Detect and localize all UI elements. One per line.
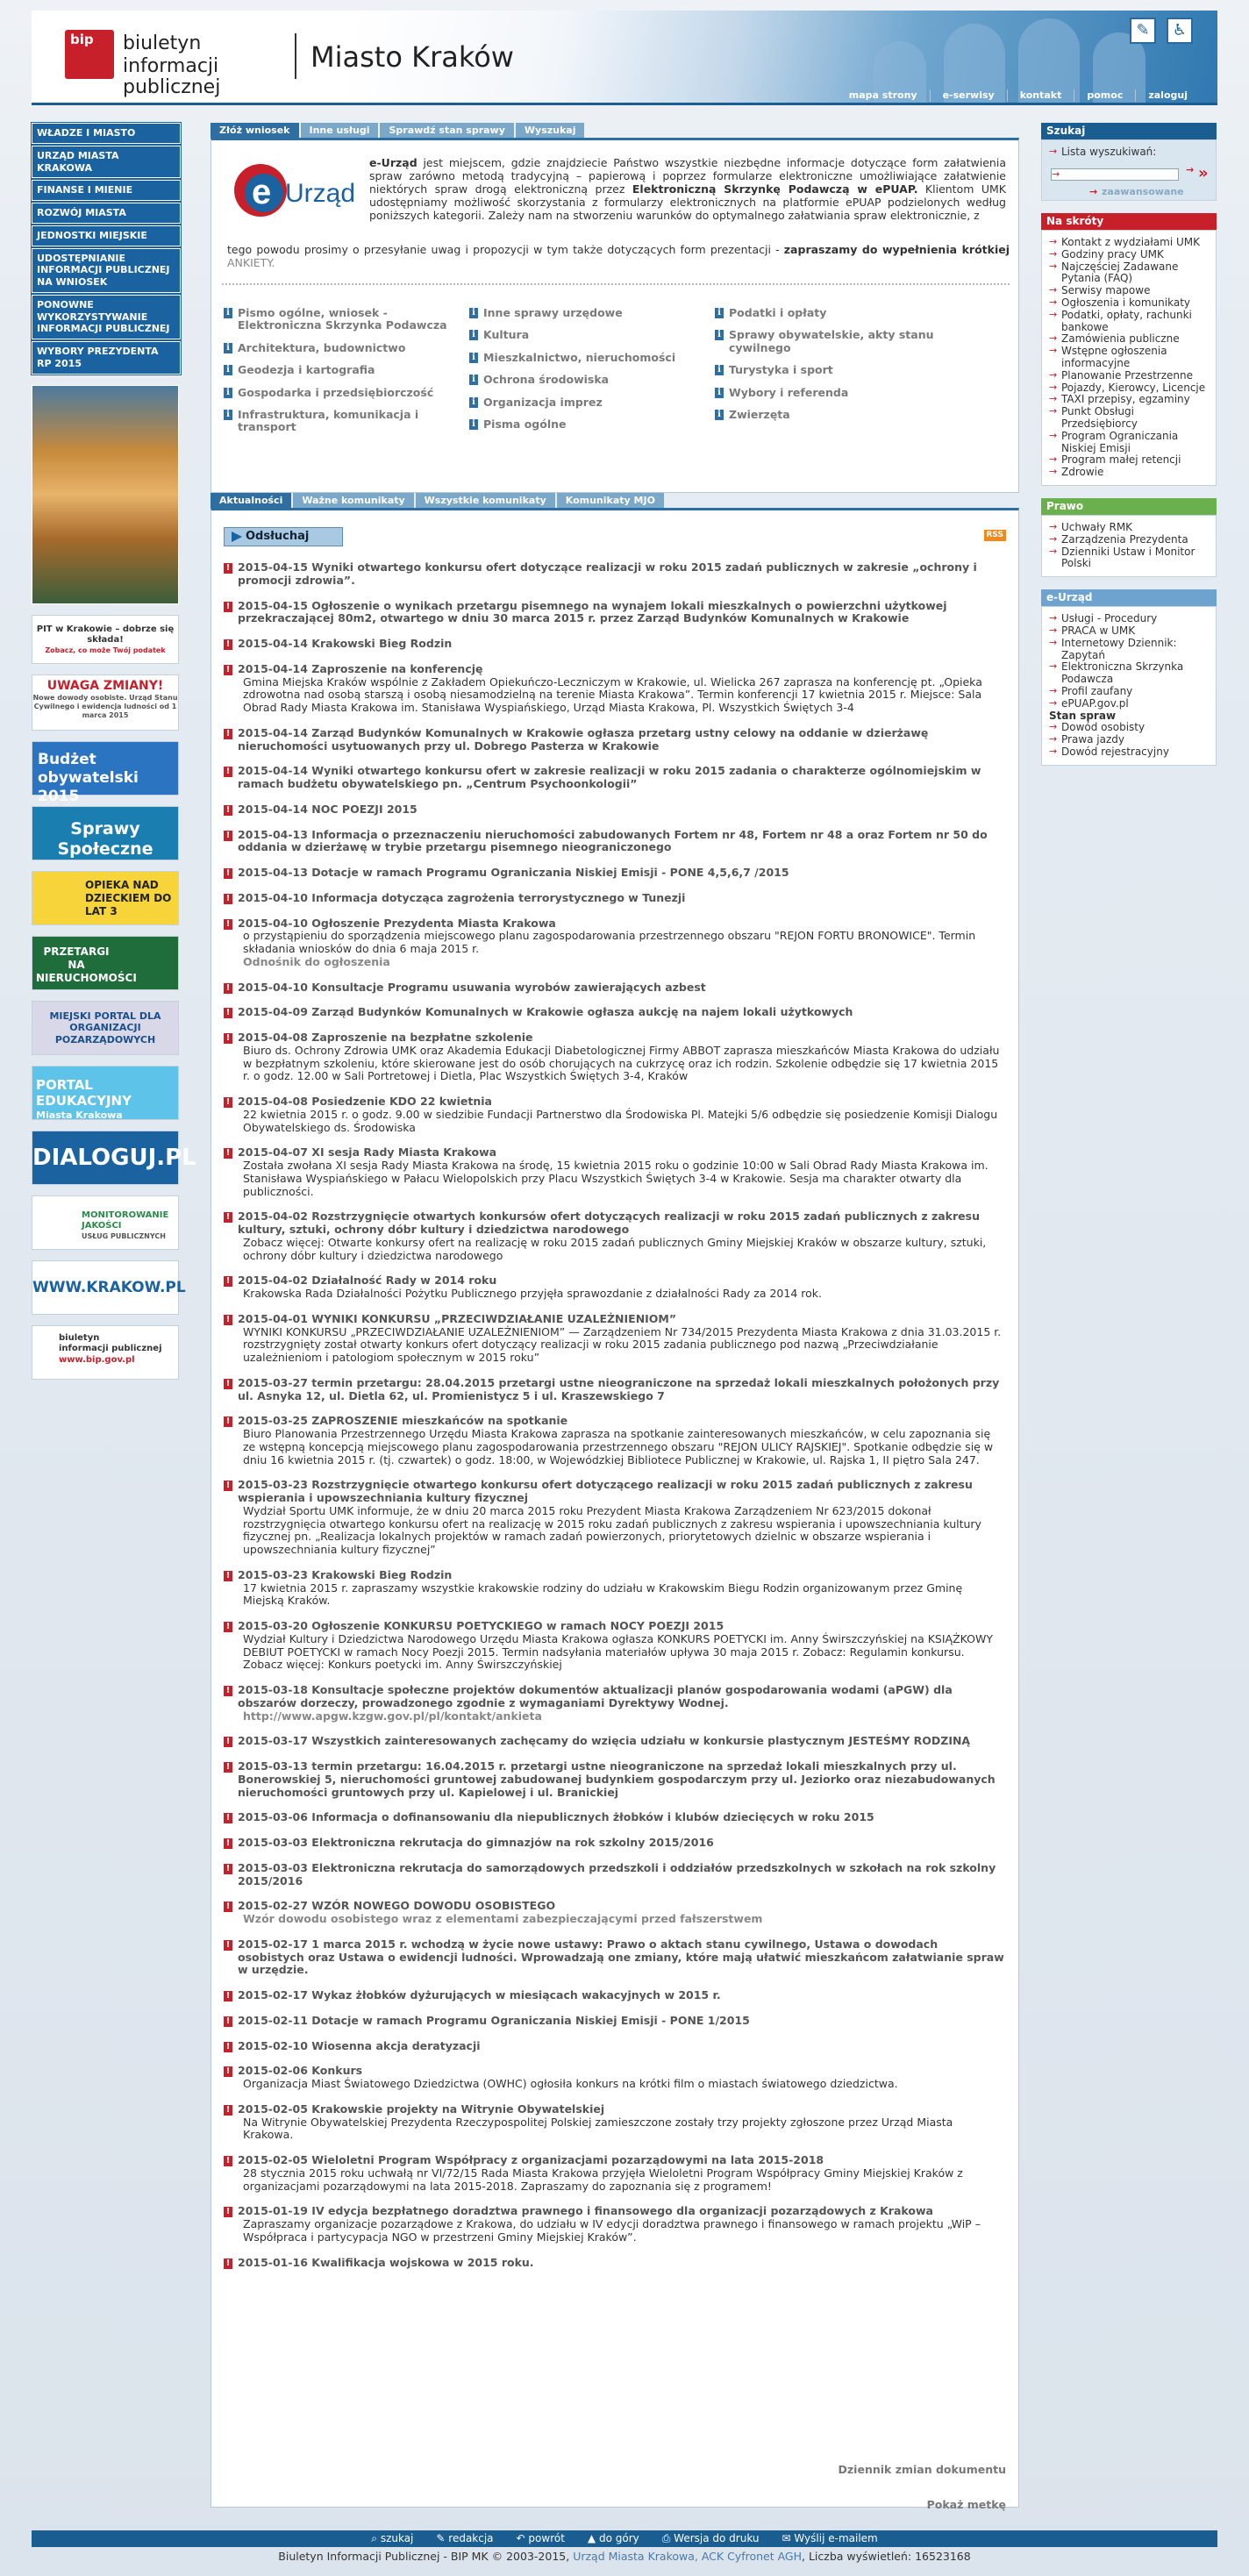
side-link[interactable]: → Podatki, opłaty, rachunki bankowe	[1049, 310, 1209, 334]
news-item[interactable]	[224, 1210, 1004, 1262]
footer-bar	[32, 2530, 1217, 2547]
news-headline[interactable]: ! 2015-04-14 NOC POEZJI 2015	[238, 802, 418, 816]
news-tabs	[211, 493, 1019, 508]
search-box	[1041, 123, 1217, 201]
nav-kontakt[interactable]: kontakt	[1007, 89, 1074, 102]
tab-wyszukaj[interactable]: Wyszukaj	[516, 123, 585, 138]
change-log-link[interactable]: Dziennik zmian dokumentu	[838, 2463, 1006, 2476]
tab-sprawdz-stan[interactable]: Sprawdź stan sprawy	[380, 123, 513, 138]
side-link[interactable]: → Pojazdy, Kierowcy, Licencje	[1049, 382, 1209, 395]
news-item[interactable]	[224, 1862, 1004, 1888]
category-link[interactable]: i Pismo ogólne, wniosek - Elektroniczna Skrzynka Podawcza	[224, 307, 469, 332]
side-link[interactable]: → Ogłoszenia i komunikaty	[1049, 297, 1209, 310]
side-link[interactable]: → Zdrowie	[1049, 467, 1209, 479]
shortcuts-list	[1041, 230, 1217, 486]
side-link[interactable]: → Dowód rejestracyjny	[1049, 746, 1209, 759]
monitorowanie-banner[interactable]: MONITOROWANIE JAKOŚCI USŁUG PUBLICZNYCH	[32, 1195, 179, 1250]
news-body: Krakowska Rada Działalności Pożytku Publicznego przyjęła sprawozdanie z działalności Rady za 2014 rok.	[243, 1287, 822, 1300]
side-link[interactable]: → Usługi - Procedury	[1049, 613, 1209, 625]
dialoguj-banner[interactable]: DIALOGUJ.PL	[32, 1131, 179, 1185]
news-body: Wydział Kultury i Dziedzictwa Narodowego Urzędu Miasta Krakowa ogłasza KONKURS POETYCKI im. Anny Świrszczyńskiej na KSIĄŻKOWY DEBIUT POETYCKI w ramach Nocy Poezji 2015. Termin nadsyłania materiałów upływa 30 maja 2015 r. Zobacz: Regulamin konkursu. Zobacz więcej: Konkurs poetycki im. Anny Świrszczyńskiej	[243, 1631, 994, 1672]
side-link[interactable]: → Wstępne ogłoszenia informacyjne	[1049, 346, 1209, 370]
category-link[interactable]: i Inne sprawy urzędowe	[469, 307, 715, 319]
left-nav-item[interactable]: JEDNOSTKI MIEJSKIE	[32, 225, 181, 246]
header	[32, 11, 1217, 105]
news-body: Organizacja Miast Światowego Dziedzictwa (OWHC) ogłosiła konkurs na krótki film o miastach światowego dziedzictwa.	[243, 2077, 898, 2090]
news-headline[interactable]: ! 2015-03-27 termin przetargu: 28.04.2015 przetargi ustne nieograniczone na sprzedaż lokali mieszkalnych położonych przy ul. Asnyka 12, ul. Dietla 62, ul. Promienistycz 5 i ul. Kraszewskiego 7	[238, 1375, 1000, 1402]
news-item[interactable]	[224, 1620, 1004, 1672]
rss-icon[interactable]: RSS	[984, 530, 1007, 541]
news-item[interactable]	[224, 892, 1004, 905]
tab-aktualnosci[interactable]: Aktualności	[211, 493, 291, 508]
show-metadata-link[interactable]: Pokaż metkę	[926, 2498, 1006, 2511]
news-headline[interactable]: ! 2015-04-08 Posiedzenie KDO 22 kwietnia	[238, 1095, 492, 1108]
e-urzad-title: e-Urząd	[1041, 589, 1217, 606]
news-headline[interactable]: ! 2015-03-17 Wszystkich zainteresowanych zachęcamy do wzięcia udziału w konkursie plastycznym JESTEŚMY RODZINĄ	[238, 1734, 971, 1748]
news-item[interactable]	[224, 1479, 1004, 1557]
side-link[interactable]: → Najczęściej Zadawane Pytania (FAQ)	[1049, 261, 1209, 286]
news-headline[interactable]: ! 2015-04-02 Działalność Rady w 2014 roku	[238, 1274, 497, 1288]
news-item[interactable]	[224, 1900, 1004, 1926]
accessibility-icon[interactable]: ♿	[1167, 18, 1193, 44]
news-panel	[211, 493, 1019, 2511]
category-link[interactable]: i Mieszkalnictwo, nieruchomości	[469, 352, 715, 364]
bip-badge: bip	[65, 30, 114, 79]
news-item[interactable]	[224, 727, 1004, 753]
news-headline[interactable]: ! 2015-03-13 termin przetargu: 16.04.2015 r. przetargi ustne nieograniczone na sprzedaż lokali mieszkalnych przy ul. Bonerowskiej 5, nieruchomości gruntowej zabudowanej budynkiem gospodarczym przy ul. Jeziorko oraz niezabudowanych nieruchomości gruntowych przy ul. Kapielowej i ul. Branickiej	[238, 1759, 996, 1799]
advanced-search-link[interactable]: → zaawansowane	[1089, 187, 1184, 198]
e-urzad-box	[211, 138, 1019, 493]
news-headline[interactable]: ! 2015-02-11 Dotacje w ramach Programu Ograniczania Niskiej Emisji - PONE 1/2015	[238, 2013, 750, 2027]
news-body: Biuro Planowania Przestrzennego Urzędu Miasta Krakowa zaprasza na spotkanie zainteresowanych mieszkańców, w celu zapoznania się ze wstępną koncepcją miejscowego planu zagospodarowania przestrzennego obszaru "REJON ULICY RAJSKIEJ". Spotkanie odbędzie się w dniu 16 kwietnia 2015 r. (tj. czwartek) o godz. 18:00, w Wojewódzkiej Bibliotece Publicznej w Krakowie, ul. Rajska 1, II piętro Sala 247.	[243, 1427, 994, 1466]
news-headline[interactable]: ! 2015-03-25 ZAPROSZENIE mieszkańców na spotkanie	[238, 1414, 568, 1428]
category-link[interactable]: i Sprawy obywatelskie, akty stanu cywilnego	[715, 329, 978, 354]
footer-back-link[interactable]: ↶ powrót	[516, 2532, 565, 2544]
category-link[interactable]: i Zwierzęta	[715, 409, 978, 421]
footer-search-link[interactable]: ⌕ szukaj	[371, 2532, 414, 2544]
news-item[interactable]	[224, 638, 1004, 651]
search-label: → Lista wyszukiwań:	[1049, 146, 1209, 159]
news-headline[interactable]: ! 2015-02-06 Konkurs	[238, 2064, 363, 2078]
copyright: Biuletyn Informacji Publicznej - BIP MK © 2003-2015, Urząd Miasta Krakowa, ACK Cyfronet AGH, Liczba wyświetleń: 16523168	[278, 2550, 971, 2563]
news-headline[interactable]: ! 2015-03-18 Konsultacje społeczne projektów dokumentów aktualizacji planów gospodarowania wodami (aPGW) dla obszarów dorzeczy, prowadzonego zgodnie z wymaganiami Dyrektywy Wodnej.	[238, 1683, 953, 1709]
category-grid	[224, 307, 1013, 444]
search-go-icon[interactable]: → »	[1186, 165, 1209, 183]
news-item[interactable]	[224, 2205, 1004, 2244]
news-item[interactable]	[224, 1274, 1004, 1301]
nav-e-serwisy[interactable]: e-serwisy	[930, 89, 1007, 102]
news-headline[interactable]: ! 2015-04-15 Ogłoszenie o wynikach przetargu pisemnego na wynajem lokali mieszkalnych o powierzchni użytkowej przekraczającej 80m2, otwartego w dniu 30 marca 2015 r. przez Zarząd Budynków Komunalnych w Krakowie	[238, 598, 947, 625]
news-headline[interactable]: ! 2015-03-03 Elektroniczna rekrutacja do gimnazjów na rok szkolny 2015/2016	[238, 1836, 714, 1849]
news-item[interactable]	[224, 917, 1004, 969]
news-headline[interactable]: ! 2015-04-10 Informacja dotycząca zagrożenia terrorystycznego w Tunezji	[238, 890, 686, 904]
news-item[interactable]	[224, 1938, 1004, 1977]
news-item[interactable]	[224, 765, 1004, 791]
left-nav-item[interactable]: WYBORY PREZYDENTA RP 2015	[32, 341, 181, 375]
svg-text:e: e	[252, 173, 272, 211]
nav-zaloguj[interactable]: zaloguj	[1135, 89, 1200, 102]
news-item[interactable]	[224, 1095, 1004, 1134]
news-item[interactable]	[224, 803, 1004, 817]
side-link[interactable]: → Program małej retencji	[1049, 454, 1209, 467]
right-column	[1041, 123, 1217, 778]
news-link[interactable]: Wzór dowodu osobistego wraz z elementami zabezpieczającymi przed fałszerstwem	[243, 1912, 763, 1925]
news-headline[interactable]: ! 2015-04-02 Rozstrzygnięcie otwartych konkursów ofert dotyczących realizacji w roku 2015 zadań publicznych z zakresu kultury, sztuki, ochrony dóbr kultury i dziedzictwa narodowego	[238, 1210, 980, 1236]
news-headline[interactable]: ! 2015-04-09 Zarząd Budynków Komunalnych w Krakowie ogłasza aukcję na najem lokali użytkowych	[238, 1005, 853, 1019]
bip-line1: biuletyn	[123, 32, 202, 54]
category-link[interactable]: i Geodezja i kartografia	[224, 364, 469, 376]
news-body: WYNIKI KONKURSU „PRZECIWDZIAŁANIE UZALEŻNIENIOM” — Zarządzeniem Nr 734/2015 Prezydenta Miasta Krakowa z dnia 31.03.2015 r. rozstrzygnięty został otwarty konkurs ofert dotyczący realizacji w roku 2015 zadania publicznego pod nazwą „Przeciwdziałanie uzależnieniom i patologiom społecznym w 2015 roku”	[243, 1324, 1002, 1364]
news-body: Zobacz więcej: Otwarte konkursy ofert na realizację w roku 2015 zadań publicznych Gminy Miejskiej Kraków w obszarze kultury, sztuki, ochrony dóbr kultury i dziedzictwa narodowego	[243, 1235, 987, 1262]
portal-ngo-banner[interactable]: MIEJSKI PORTAL DLA ORGANIZACJI POZARZĄDOWYCH	[32, 1001, 179, 1055]
budzet-banner[interactable]: Budżet obywatelski 2015	[32, 741, 179, 796]
news-headline[interactable]: ! 2015-04-08 Zaproszenie na bezpłatne szkolenie	[238, 1031, 533, 1044]
uwaga-banner[interactable]: UWAGA ZMIANY! Nowe dowody osobiste. Urząd Stanu Cywilnego i ewidencja ludności od 1 marca 2015	[32, 674, 179, 731]
side-link[interactable]: → Zarządzenia Prezydenta	[1049, 534, 1209, 546]
news-headline[interactable]: ! 2015-04-14 Krakowski Bieg Rodzin	[238, 637, 453, 650]
side-link[interactable]: → Elektroniczna Skrzynka Podawcza	[1049, 661, 1209, 686]
news-item[interactable]	[224, 2040, 1004, 2053]
news-headline[interactable]: ! 2015-01-16 Kwalifikacja wojskowa w 2015 roku.	[238, 2255, 534, 2269]
category-link[interactable]: i Kultura	[469, 329, 715, 341]
left-nav	[32, 123, 181, 375]
tab-wazne-komunikaty[interactable]: Ważne komunikaty	[293, 493, 413, 508]
news-headline[interactable]: ! 2015-04-14 Wyniki otwartego konkursu ofert w zakresie realizacji w roku 2015 zadania o charakterze ogólnomiejskim w ramach budżetu obywatelskiego pn. „Centrum Psychoonkologii”	[238, 764, 981, 790]
news-item[interactable]	[224, 981, 1004, 995]
news-body: Zapraszamy organizacje pozarządowe z Krakowa, do udziału w IV edycji doradztwa prawnego i finansowego w ramach projektu „WiP – Współpraca i partycypacja NGO w przestrzeni Gminy Miejskiej Kraków”.	[243, 2217, 981, 2244]
news-body: 28 stycznia 2015 roku uchwałą nr VI/72/15 Rada Miasta Krakowa przyjęła Wieloletni Program Współpracy Gminy Miejskiej Kraków z organizacjami pozarządowymi na lata 2015-2018. Zapraszamy do zapoznania się z programem!	[243, 2166, 963, 2193]
side-link[interactable]: → Profil zaufany	[1049, 686, 1209, 698]
news-item[interactable]	[224, 1760, 1004, 1799]
nav-mapa-strony[interactable]: mapa strony	[848, 89, 917, 101]
news-item[interactable]	[224, 600, 1004, 626]
pit-banner[interactable]: PIT w Krakowie – dobrze się składa! Zobacz, co może Twój podatek	[32, 615, 179, 664]
text-only-icon[interactable]: ✎	[1130, 18, 1156, 44]
side-link[interactable]: → Serwisy mapowe	[1049, 285, 1209, 297]
search-input[interactable]	[1051, 168, 1179, 181]
footer-redakcja-link[interactable]: ✎ redakcja	[436, 2532, 494, 2544]
side-link[interactable]: → ePUAP.gov.pl	[1049, 698, 1209, 710]
tab-zloz-wniosek[interactable]: Złóż wniosek	[211, 123, 299, 138]
left-nav-item[interactable]: ROZWÓJ MIASTA	[32, 203, 181, 224]
news-link[interactable]: http://www.apgw.kzgw.gov.pl/pl/kontakt/ankieta	[243, 1709, 542, 1723]
side-link[interactable]: → Planowanie Przestrzenne	[1049, 370, 1209, 382]
news-item[interactable]	[224, 2065, 1004, 2091]
news-item[interactable]	[224, 1811, 1004, 1824]
news-body: Wydział Sportu UMK informuje, że w dniu 20 marca 2015 roku Prezydent Miasta Krakowa Zarządzeniem Nr 623/2015 dokonał rozstrzygnięcia otwartego konkursu ofert na realizację w 2015 roku zadań publicznych z zakresu wspierania i upowszechniania kultury fizycznej pn. „Realizacja lokalnych projektów w ramach zadań powierzonych, priorytetowych dzielnic w obszarze wspierania i upowszechniania kultury fizycznej”	[243, 1503, 981, 1556]
e-urzad-description: e-Urząd jest miejscem, gdzie znajdziecie Państwo wszystkie niezbędne informacje dotyczące form załatwienia spraw zarówno metodą tradycyjną – papierową i poprzez formularze elektroniczne umożliwiające załatwienie niektórych spraw drogą elektroniczną przez Elektroniczną Skrzynkę Podawczą w ePUAP. Klientom UMK udostępniamy możliwość skorzystania z formularzy elektronicznych na platformie ePUAP podzielonych według poniższych kategorii. Zależy nam na stworzeniu warunków do optymalnego załatwiania spraw elektronicznie, z	[369, 156, 1007, 222]
side-link[interactable]: → Punkt Obsługi Przedsiębiorcy	[1049, 406, 1209, 431]
tab-komunikaty-mjo[interactable]: Komunikaty MJO	[557, 493, 664, 508]
left-nav-item[interactable]: WŁADZE I MIASTO	[32, 123, 181, 144]
side-link[interactable]: → Program Ograniczania Niskiej Emisji	[1049, 431, 1209, 455]
category-link[interactable]: i Infrastruktura, komunikacja i transport	[224, 409, 469, 434]
category-link[interactable]: i Architektura, budownictwo	[224, 342, 469, 354]
news-headline[interactable]: ! 2015-01-19 IV edycja bezpłatnego doradztwa prawnego i finansowego dla organizacji pozarządowych z Krakowa	[238, 2204, 933, 2218]
news-item[interactable]	[224, 2154, 1004, 2193]
news-item[interactable]	[224, 1031, 1004, 1083]
news-headline[interactable]: ! 2015-04-10 Ogłoszenie Prezydenta Miasta Krakowa	[238, 916, 556, 930]
prawo-box	[1041, 498, 1217, 577]
news-body: o przystąpieniu do sporządzenia miejscowego planu zagospodarowania przestrzennego obszaru "REJON FORTU BRONOWICE". Termin składania wniosków do dnia 6 maja 2015 r.	[243, 929, 976, 955]
news-list	[224, 561, 1004, 2281]
news-headline[interactable]: ! 2015-03-20 Ogłoszenie KONKURSU POETYCKIEGO w ramach NOCY POEZJI 2015	[238, 1619, 724, 1632]
news-item[interactable]	[224, 1006, 1004, 1019]
bip-line2: informacji publicznej	[123, 55, 221, 99]
side-link[interactable]: → TAXI przepisy, egzaminy	[1049, 394, 1209, 406]
left-nav-item[interactable]: UDOSTĘPNIANIE INFORMACJI PUBLICZNEJ NA WNIOSEK	[32, 248, 181, 293]
svg-text:Urząd: Urząd	[285, 179, 356, 208]
news-headline[interactable]: ! 2015-04-01 WYNIKI KONKURSU „PRZECIWDZIAŁANIE UZALEŻNIENIOM”	[238, 1311, 677, 1325]
news-item[interactable]	[224, 1569, 1004, 1608]
side-link[interactable]: → Godziny pracy UMK	[1049, 249, 1209, 261]
news-item[interactable]	[224, 2015, 1004, 2028]
e-urzad-list	[1041, 606, 1217, 766]
footer-top-link[interactable]: ▲ do góry	[587, 2532, 639, 2544]
news-headline[interactable]: ! 2015-02-10 Wiosenna akcja deratyzacji	[238, 2038, 481, 2052]
prawo-list	[1041, 515, 1217, 577]
left-nav-item[interactable]: PONOWNE WYKORZYSTYWANIE INFORMACJI PUBLICZNEJ	[32, 295, 181, 339]
header-separator	[295, 33, 296, 79]
category-link[interactable]: i Ochrona środowiska	[469, 374, 715, 386]
news-body: 22 kwietnia 2015 r. o godz. 9.00 w siedzibie Fundacji Partnerstwo dla Środowiska Pl. Matejki 5/6 odbędzie się posiedzenie Komisji Dialogu Obywatelskiego ds. Środowiska	[243, 1107, 998, 1134]
news-item[interactable]	[224, 1313, 1004, 1365]
news-body: Na Witrynie Obywatelskiej Prezydenta Rzeczypospolitej Polskiej zamieszczone zostały trzy projekty zgłoszone przez Urząd Miasta Krakowa.	[243, 2115, 953, 2142]
news-headline[interactable]: ! 2015-04-15 Wyniki otwartego konkursu ofert dotyczące realizacji w roku 2015 zadań publicznych w zakresie „ochrony i promocji zdrowia”.	[238, 560, 977, 587]
e-urzad-description-2: tego powodu prosimy o przesyłanie uwag i propozycji w tym także dotyczących form prezentacji - zapraszamy do wypełnienia krótkiej ANKIETY.	[227, 243, 1010, 269]
news-headline[interactable]: ! 2015-02-17 1 marca 2015 r. wchodzą w życie nowe ustawy: Prawo o aktach stanu cywilnego, Ustawa o dowodach osobistych oraz Ustawa o ewidencji ludności. Wprowadzają one zmiany, które mają ułatwić mieszkańcom załatwianie spraw w urzędzie.	[238, 1937, 1004, 1977]
portal-edukacyjny-banner[interactable]: PORTAL EDUKACYJNY Miasta Krakowa	[32, 1066, 179, 1120]
category-link[interactable]: i Wybory i referenda	[715, 387, 978, 399]
e-urzad-box-side	[1041, 589, 1217, 766]
search-title: Szukaj	[1041, 123, 1217, 139]
news-headline[interactable]: ! 2015-02-27 WZÓR NOWEGO DOWODU OSOBISTEGO	[238, 1899, 556, 1913]
news-item[interactable]	[224, 2103, 1004, 2142]
bip-gov-banner[interactable]: biuletyn informacji publicznej www.bip.gov.pl	[32, 1325, 179, 1380]
left-column	[32, 123, 196, 1380]
nav-pomoc[interactable]: pomoc	[1074, 89, 1135, 102]
news-item[interactable]	[224, 1377, 1004, 1403]
city-photo	[32, 385, 179, 604]
news-headline[interactable]: ! 2015-03-06 Informacja o dofinansowaniu dla niepublicznych żłobków i klubów dziecięcych w roku 2015	[238, 1810, 874, 1824]
side-link[interactable]: → Dowód osobisty	[1049, 722, 1209, 734]
side-link[interactable]: → Prawa jazdy	[1049, 734, 1209, 746]
news-headline[interactable]: ! 2015-04-13 Informacja o przeznaczeniu nieruchomości zabudowanych Fortem nr 48, Fortem nr 48 a oraz Fortem nr 50 do oddania w dzierżawę w trybie przetargu pisemnego nieograniczonego	[238, 827, 988, 854]
przetargi-banner[interactable]: PRZETARGI NA NIERUCHOMOŚCI	[32, 936, 179, 990]
shortcuts-title: Na skróty	[1041, 213, 1217, 230]
news-link[interactable]: Odnośnik do ogłoszenia	[243, 954, 390, 968]
listen-button[interactable]: Odsłuchaj	[224, 527, 343, 546]
news-item[interactable]	[224, 1837, 1004, 1850]
news-headline[interactable]: ! 2015-02-05 Krakowskie projekty na Witrynie Obywatelskiej	[238, 2101, 605, 2116]
news-headline[interactable]: ! 2015-03-23 Rozstrzygnięcie otwartego konkursu ofert dotyczącego realizacji w roku 2015 zadań publicznych z zakresu wspierania i upowszechniania kultury fizycznej	[238, 1478, 973, 1504]
news-item[interactable]	[224, 2257, 1004, 2270]
bip-logo[interactable]	[65, 30, 314, 99]
side-link[interactable]: → Uchwały RMK	[1049, 522, 1209, 534]
category-link[interactable]: i Gospodarka i przedsiębiorczość	[224, 387, 469, 399]
prawo-title: Prawo	[1041, 498, 1217, 515]
side-link[interactable]: → Internetowy Dziennik: Zapytań	[1049, 638, 1209, 662]
category-link[interactable]: i Podatki i opłaty	[715, 307, 978, 319]
category-link[interactable]: i Turystyka i sport	[715, 364, 978, 376]
news-headline[interactable]: ! 2015-03-03 Elektroniczna rekrutacja do samorządowych przedszkoli i oddziałów przedszkolnych w szkołach na rok szkolny 2015/2016	[238, 1860, 996, 1887]
news-body: Gmina Miejska Kraków wspólnie z Zakładem Opiekuńczo-Leczniczym w Krakowie, ul. Wielicka 267 zaprasza na konferencję pt. „Opieka zdrowotna nad osobą starszą i osobą niesamodzielną na terenie Miasta Krakowa”. Termin konferencji 17 kwietnia 2015 r. Miejsce: Sala Obrad Rady Miasta Krakowa im. Stanisława Wyspiańskiego, Urząd Miasta Krakowa, Pl. Wszystkich Świętych 3-4	[243, 674, 982, 714]
e-urzad-logo[interactable]	[231, 158, 358, 223]
footer-email-link[interactable]: ✉ Wyślij e-mailem	[782, 2532, 878, 2544]
side-link[interactable]: → Dzienniki Ustaw i Monitor Polski	[1049, 546, 1209, 571]
stan-spraw-heading: Stan spraw	[1049, 709, 1117, 722]
left-nav-item[interactable]: FINANSE I MIENIE	[32, 180, 181, 201]
e-urzad-panel	[211, 123, 1019, 493]
page-title: Miasto Kraków	[310, 40, 514, 74]
news-item[interactable]	[224, 663, 1004, 715]
news-body: 17 kwietnia 2015 r. zapraszamy wszystkie krakowskie rodziny do udziału w Krakowskim Biegu Rodzin organizowanym przez Gminę Miejską Kraków.	[243, 1581, 963, 1608]
side-link[interactable]: → PRACA w UMK	[1049, 625, 1209, 638]
divider	[222, 283, 1010, 285]
news-item[interactable]	[224, 561, 1004, 588]
shortcuts-box	[1041, 213, 1217, 486]
news-headline[interactable]: ! 2015-02-05 Wieloletni Program Współpracy z organizacjami pozarządowymi na lata 2015-2018	[238, 2153, 824, 2166]
news-body: Biuro ds. Ochrony Zdrowia UMK oraz Akademia Edukacji Diabetologicznej Firmy ABBOT zaprasza mieszkańców Miasta Krakowa do udziału w bezpłatnym szkoleniu, które skierowane jest do osób chorujących na cukrzycę oraz ich rodzin. Szkolenie odbędzie się 17 kwietnia 2015 r. o godz. 12.00 w Sali Portretowej i Dietla, Plac Wszystkich Świętych 3-4, Kraków	[243, 1043, 1000, 1083]
side-link[interactable]: → Kontakt z wydziałami UMK	[1049, 237, 1209, 249]
footer-print-link[interactable]: ⎙ Wersja do druku	[661, 2532, 760, 2544]
e-urzad-tabs	[211, 123, 1019, 138]
category-link[interactable]: i Pisma ogólne	[469, 418, 715, 431]
news-headline[interactable]: ! 2015-04-13 Dotacje w ramach Programu Ograniczania Niskiej Emisji - PONE 4,5,6,7 /2015	[238, 866, 789, 879]
news-headline[interactable]: ! 2015-03-23 Krakowski Bieg Rodzin	[238, 1567, 453, 1581]
opieka-banner[interactable]: OPIEKA NAD DZIECKIEM DO LAT 3	[32, 871, 179, 925]
news-item[interactable]	[224, 1989, 1004, 2002]
top-nav	[837, 89, 1200, 102]
news-headline[interactable]: ! 2015-02-17 Wykaz żłobków dyżurujących w miesiącach wakacyjnych w 2015 r.	[238, 1988, 721, 2002]
news-headline[interactable]: ! 2015-04-14 Zaproszenie na konferencję	[238, 661, 483, 675]
news-item[interactable]	[224, 1684, 1004, 1723]
news-headline[interactable]: ! 2015-04-10 Konsultacje Programu usuwania wyrobów zawierających azbest	[238, 980, 706, 994]
tab-inne-uslugi[interactable]: Inne usługi	[301, 123, 379, 138]
tab-wszystkie-komunikaty[interactable]: Wszystkie komunikaty	[416, 493, 555, 508]
side-link[interactable]: → Zamówienia publiczne	[1049, 333, 1209, 346]
krakow-pl-banner[interactable]: WWW.KRAKOW.PL	[32, 1260, 179, 1315]
news-body: Została zwołana XI sesja Rady Miasta Krakowa na środę, 15 kwietnia 2015 roku o godzinie 10:00 w Sali Obrad Rady Miasta Krakowa im. Stanisława Wyspiańskiego w Pałacu Wielopolskich przy Placu Wszystkich Świętych 3-4 w Krakowie. Sesja ma charakter otwarty dla publiczności.	[243, 1159, 988, 1198]
ankiety-link[interactable]: ANKIETY.	[227, 256, 275, 269]
news-box	[211, 508, 1019, 2511]
category-link[interactable]: i Organizacja imprez	[469, 396, 715, 409]
sprawy-banner[interactable]: Sprawy Społeczne	[32, 806, 179, 860]
news-item[interactable]	[224, 829, 1004, 855]
news-item[interactable]	[224, 1735, 1004, 1748]
news-item[interactable]	[224, 867, 1004, 880]
news-headline[interactable]: ! 2015-04-07 XI sesja Rady Miasta Krakowa	[238, 1145, 497, 1160]
left-nav-item[interactable]: URZĄD MIASTA KRAKOWA	[32, 146, 181, 179]
news-headline[interactable]: ! 2015-04-14 Zarząd Budynków Komunalnych w Krakowie ogłasza przetarg ustny celowy na oddanie w dzierżawę nieruchomości usytuowanych przy ul. Dobrego Pasterza w Krakowie	[238, 725, 929, 753]
news-item[interactable]	[224, 1146, 1004, 1198]
news-item[interactable]	[224, 1415, 1004, 1466]
